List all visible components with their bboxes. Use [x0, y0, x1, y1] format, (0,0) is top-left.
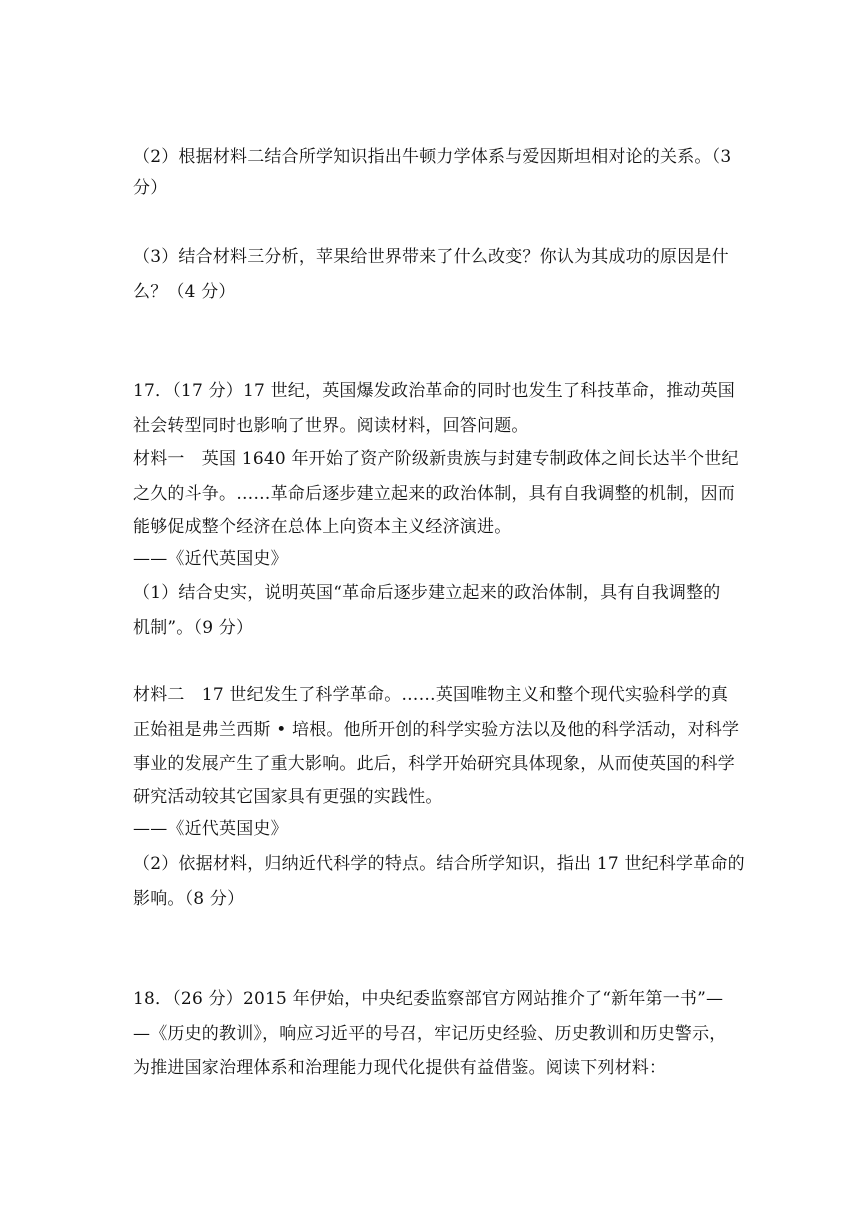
q17-part2-line1: （2）依据材料，归纳近代科学的特点。结合所学知识，指出 17 世纪科学革命的 [133, 854, 745, 874]
q17-material1-line3: 能够促成整个经济在总体上向资本主义经济演进。 [133, 517, 512, 537]
q16-part2-line1: （2）根据材料二结合所学知识指出牛顿力学体系与爱因斯坦相对论的关系。（3 [133, 147, 732, 167]
q17-material2-line1: 材料二 17 世纪发生了科学革命。……英国唯物主义和整个现代实验科学的真 [133, 685, 729, 705]
q17-part1-line2: 机制”。（9 分） [133, 618, 254, 638]
q17-material1-source: ——《近代英国史》 [133, 549, 288, 569]
q16-part3-line2: 么？（4 分） [133, 282, 236, 302]
q17-material2-line3: 事业的发展产生了重大影响。此后，科学开始研究具体现象，从而使英国的科学 [133, 754, 735, 774]
q16-part3-line1: （3）结合材料三分析，苹果给世界带来了什么改变？你认为其成功的原因是什 [133, 247, 729, 267]
q18-stem-line3: 为推进国家治理体系和治理能力现代化提供有益借鉴。阅读下列材料： [133, 1058, 667, 1078]
q18-stem-line1: 18．（26 分）2015 年伊始，中央纪委监察部官方网站推介了“新年第一书”— [133, 989, 724, 1009]
q17-material2-line4: 研究活动较其它国家具有更强的实践性。 [133, 787, 443, 807]
q17-material1-line2: 之久的斗争。……革命后逐步建立起来的政治体制，具有自我调整的机制，因而 [133, 484, 735, 504]
q17-stem-line1: 17．（17 分）17 世纪，英国爆发政治革命的同时也发生了科技革命，推动英国 [133, 381, 736, 401]
q17-part2-line2: 影响。（8 分） [133, 889, 245, 909]
q18-stem-line2: —《历史的教训》，响应习近平的号召，牢记历史经验、历史教训和历史警示， [133, 1024, 727, 1044]
q17-material1-line1: 材料一 英国 1640 年开始了资产阶级新贵族与封建专制政体之间长达半个世纪 [133, 449, 739, 469]
q17-stem-line2: 社会转型同时也影响了世界。阅读材料，回答问题。 [133, 416, 529, 436]
q17-part1-line1: （1）结合史实，说明英国“革命后逐步建立起来的政治体制，具有自我调整的 [133, 583, 721, 603]
q17-material2-line2: 正始祖是弗兰西斯 • 培根。他所开创的科学实验方法以及他的科学活动，对科学 [133, 720, 740, 740]
q17-material2-source: ——《近代英国史》 [133, 819, 288, 839]
q16-part2-line2: 分） [133, 178, 168, 198]
